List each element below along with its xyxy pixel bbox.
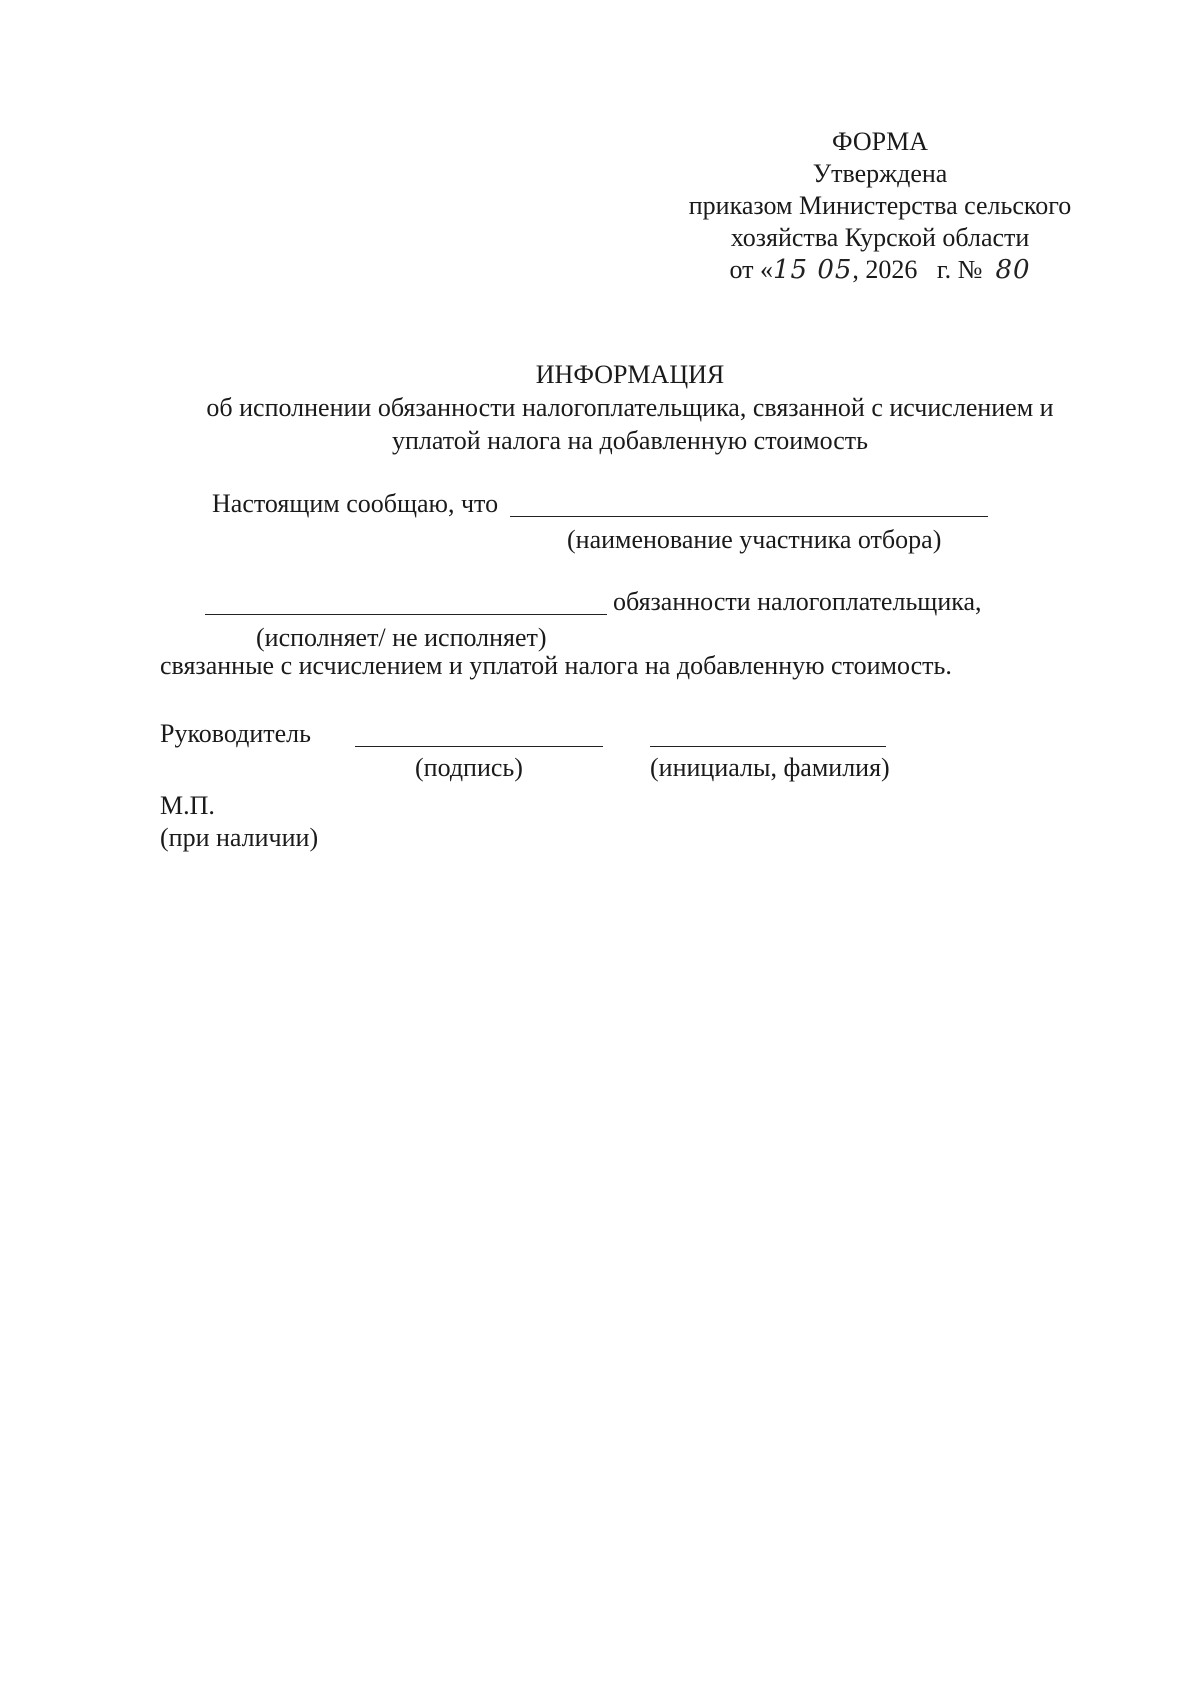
signature-field[interactable]	[355, 746, 603, 747]
obligations-text: обязанности налогоплательщика,	[613, 587, 982, 616]
fulfillment-status-caption: (исполняет/ не исполняет)	[256, 623, 547, 652]
related-obligations-text: связанные с исчислением и уплатой налога на добавленную стоимость.	[160, 651, 952, 680]
form-label: ФОРМА	[832, 127, 928, 156]
head-label: Руководитель	[160, 719, 311, 748]
participant-name-field[interactable]	[510, 516, 988, 517]
stamp-label: М.П.	[160, 791, 215, 820]
document-subtitle-line-2: уплатой налога на добавленную стоимость	[391, 426, 869, 455]
participant-name-caption: (наименование участника отбора)	[567, 525, 942, 554]
intro-text: Настоящим сообщаю, что	[212, 489, 499, 518]
name-field[interactable]	[650, 746, 886, 747]
signature-caption: (подпись)	[415, 753, 523, 782]
name-caption: (инициалы, фамилия)	[650, 753, 890, 782]
approved-label: Утверждена	[812, 159, 948, 188]
order-line-2: хозяйства Курской области	[730, 223, 1030, 252]
handwritten-date: 15 05	[772, 255, 853, 285]
document-subtitle-line-1: об исполнении обязанности налогоплательщика, связанной с исчислением и	[206, 393, 1054, 422]
approval-block	[660, 126, 1100, 286]
order-date-line: от «15 05, 2026 г. № 80	[729, 255, 1031, 285]
document-heading: ИНФОРМАЦИЯ	[535, 360, 725, 389]
document-title-block	[160, 358, 1100, 457]
fulfillment-status-field[interactable]	[205, 614, 607, 615]
date-prefix: от «	[729, 255, 773, 284]
stamp-note: (при наличии)	[160, 823, 319, 852]
handwritten-order-number: 80	[995, 255, 1031, 285]
order-number-prefix: г. №	[936, 255, 983, 284]
date-year: 2026	[865, 255, 918, 284]
order-line-1: приказом Министерства сельского	[688, 191, 1072, 220]
